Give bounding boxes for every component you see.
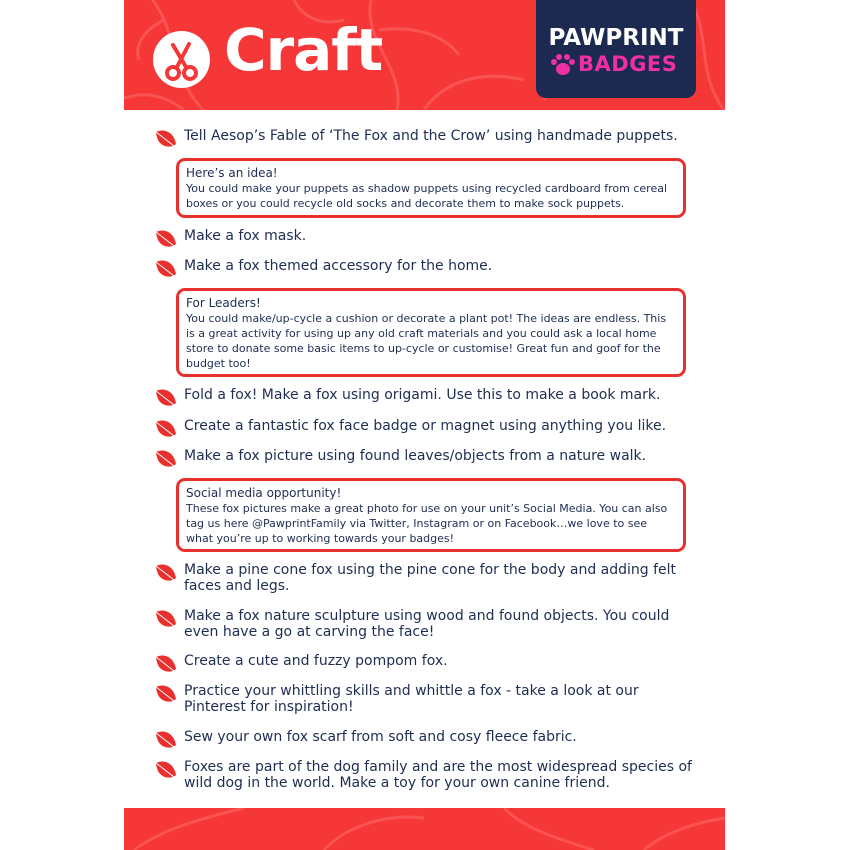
tip-title: Social media opportunity! bbox=[186, 486, 342, 500]
header-banner bbox=[124, 0, 725, 110]
red-leaf-icon bbox=[154, 387, 178, 409]
logo-text-badges: BADGES bbox=[578, 52, 678, 76]
item-text: Foxes are part of the dog family and are the most widespread species of wild dog in the world. Make a toy for your own canine friend. bbox=[184, 759, 692, 791]
item-text: Make a fox mask. bbox=[184, 228, 307, 244]
page-title: Craft bbox=[224, 16, 383, 84]
item-text: Tell Aesop’s Fable of ‘The Fox and the Crow’ using handmade puppets. bbox=[184, 128, 678, 144]
tip-body: You could make/up-cycle a cushion or decorate a plant pot! The ideas are endless. This is a great activity for using up any old craft materials and you could ask a local home store to donate some basic items to up-cycle or customise! Great fun and goof for the budget too! bbox=[186, 312, 667, 370]
tip-box bbox=[176, 478, 686, 552]
scissors-icon bbox=[153, 31, 210, 88]
tip-box bbox=[176, 158, 686, 218]
item-text: Make a fox nature sculpture using wood and found objects. You could even have a go at carving the face! bbox=[184, 608, 670, 640]
tip-body: These fox pictures make a great photo for use on your unit’s Social Media. You can also tag us here @PawprintFamily via Twitter, Instagram or on Facebook…we love to see what you’re up to working towards your badges! bbox=[186, 502, 668, 545]
red-leaf-icon bbox=[154, 418, 178, 440]
red-leaf-icon bbox=[154, 128, 178, 150]
red-leaf-icon bbox=[154, 228, 178, 250]
item-text: Sew your own fox scarf from soft and cosy fleece fabric. bbox=[184, 729, 577, 745]
item-text: Fold a fox! Make a fox using origami. Use this to make a book mark. bbox=[184, 387, 661, 403]
item-text: Create a cute and fuzzy pompom fox. bbox=[184, 653, 448, 669]
red-leaf-icon bbox=[154, 562, 178, 584]
item-text: Make a fox picture using found leaves/objects from a nature walk. bbox=[184, 448, 647, 464]
tip-body: You could make your puppets as shadow puppets using recycled cardboard from cereal boxes or you could recycle old socks and decorate them to make sock puppets. bbox=[186, 182, 668, 210]
leaf-pattern-background bbox=[124, 808, 725, 850]
item-text: Make a pine cone fox using the pine cone for the body and adding felt faces and legs. bbox=[184, 562, 677, 594]
red-leaf-icon bbox=[154, 448, 178, 470]
red-leaf-icon bbox=[154, 608, 178, 630]
paw-icon bbox=[550, 53, 576, 77]
activity-sheet bbox=[124, 0, 725, 850]
pawprint-badges-logo bbox=[536, 0, 696, 98]
red-leaf-icon bbox=[154, 759, 178, 781]
item-text: Make a fox themed accessory for the home. bbox=[184, 258, 493, 274]
footer-banner bbox=[124, 808, 725, 850]
red-leaf-icon bbox=[154, 729, 178, 751]
tip-title: Here’s an idea! bbox=[186, 166, 278, 180]
tip-title: For Leaders! bbox=[186, 296, 261, 310]
tip-box bbox=[176, 288, 686, 377]
item-text: Create a fantastic fox face badge or magnet using anything you like. bbox=[184, 418, 667, 434]
item-text: Practice your whittling skills and whittle a fox - take a look at our Pinterest for inspiration! bbox=[184, 683, 639, 715]
red-leaf-icon bbox=[154, 653, 178, 675]
red-leaf-icon bbox=[154, 683, 178, 705]
red-leaf-icon bbox=[154, 258, 178, 280]
logo-text-pawprint: PAWPRINT bbox=[548, 25, 684, 51]
